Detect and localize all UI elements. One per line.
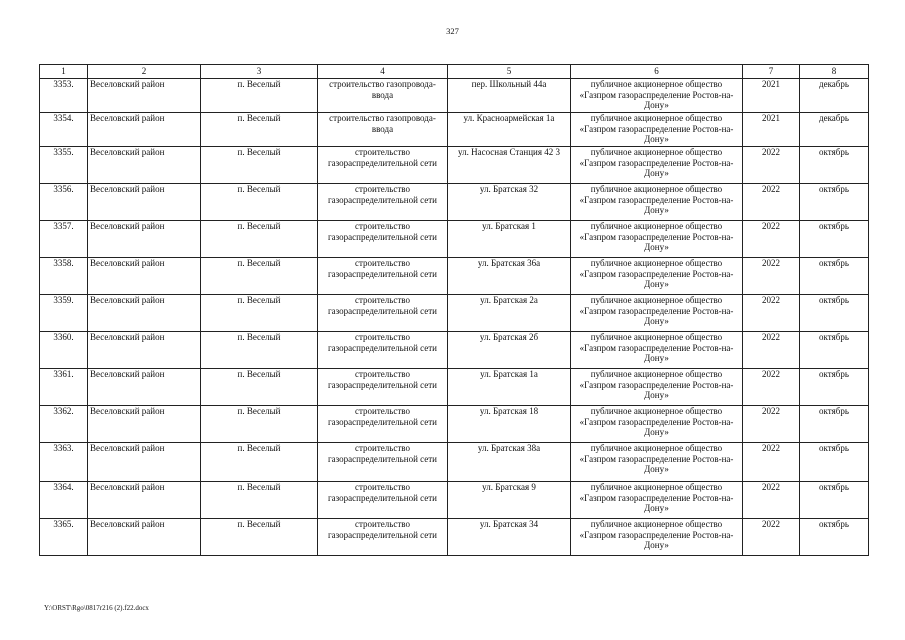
district-cell: Веселовский район	[88, 147, 201, 184]
column-header: 7	[743, 65, 800, 79]
row-number: 3360.	[40, 332, 88, 369]
work-type-cell: строительство газораспределительной сети	[318, 482, 448, 519]
month-cell: октябрь	[800, 443, 869, 482]
column-header: 2	[88, 65, 201, 79]
work-type-cell: строительство газораспределительной сети	[318, 443, 448, 482]
table-row	[40, 295, 869, 332]
work-type-cell: строительство газораспределительной сети	[318, 519, 448, 556]
address-cell: ул. Братская 36а	[448, 258, 571, 295]
month-cell: октябрь	[800, 482, 869, 519]
district-cell: Веселовский район	[88, 482, 201, 519]
month-cell: октябрь	[800, 184, 869, 221]
locality-cell: п. Веселый	[201, 332, 318, 369]
district-cell: Веселовский район	[88, 519, 201, 556]
table-row	[40, 406, 869, 443]
district-cell: Веселовский район	[88, 369, 201, 406]
row-number: 3362.	[40, 406, 88, 443]
address-cell: ул. Братская 2а	[448, 295, 571, 332]
column-header: 3	[201, 65, 318, 79]
table-row	[40, 482, 869, 519]
address-cell: ул. Братская 9	[448, 482, 571, 519]
locality-cell: п. Веселый	[201, 369, 318, 406]
locality-cell: п. Веселый	[201, 406, 318, 443]
organization-cell: публичное акционерное общество «Газпром газораспределение Ростов-на-Дону»	[571, 369, 743, 406]
locality-cell: п. Веселый	[201, 443, 318, 482]
year-cell: 2022	[743, 443, 800, 482]
organization-cell: публичное акционерное общество «Газпром газораспределение Ростов-на-Дону»	[571, 221, 743, 258]
month-cell: октябрь	[800, 332, 869, 369]
organization-cell: публичное акционерное общество «Газпром газораспределение Ростов-на-Дону»	[571, 258, 743, 295]
row-number: 3363.	[40, 443, 88, 482]
district-cell: Веселовский район	[88, 258, 201, 295]
work-type-cell: строительство газораспределительной сети	[318, 258, 448, 295]
address-cell: ул. Насосная Станция 42 3	[448, 147, 571, 184]
footer-file-path: Y:\ORST\Rgo\0817r216 (2).f22.docx	[44, 604, 149, 612]
organization-cell: публичное акционерное общество «Газпром газораспределение Ростов-на-Дону»	[571, 113, 743, 147]
column-header: 5	[448, 65, 571, 79]
organization-cell: публичное акционерное общество «Газпром газораспределение Ростов-на-Дону»	[571, 147, 743, 184]
work-type-cell: строительство газораспределительной сети	[318, 369, 448, 406]
organization-cell: публичное акционерное общество «Газпром газораспределение Ростов-на-Дону»	[571, 406, 743, 443]
locality-cell: п. Веселый	[201, 147, 318, 184]
work-type-cell: строительство газораспределительной сети	[318, 332, 448, 369]
year-cell: 2022	[743, 184, 800, 221]
district-cell: Веселовский район	[88, 332, 201, 369]
address-cell: ул. Братская 18	[448, 406, 571, 443]
work-type-cell: строительство газораспределительной сети	[318, 406, 448, 443]
table-row	[40, 147, 869, 184]
month-cell: октябрь	[800, 295, 869, 332]
district-cell: Веселовский район	[88, 443, 201, 482]
year-cell: 2021	[743, 113, 800, 147]
row-number: 3357.	[40, 221, 88, 258]
gasification-table	[39, 64, 869, 556]
row-number: 3356.	[40, 184, 88, 221]
column-header: 6	[571, 65, 743, 79]
address-cell: ул. Братская 34	[448, 519, 571, 556]
table-row	[40, 369, 869, 406]
address-cell: ул. Красноармейская 1а	[448, 113, 571, 147]
organization-cell: публичное акционерное общество «Газпром газораспределение Ростов-на-Дону»	[571, 443, 743, 482]
organization-cell: публичное акционерное общество «Газпром газораспределение Ростов-на-Дону»	[571, 295, 743, 332]
address-cell: ул. Братская 2б	[448, 332, 571, 369]
address-cell: пер. Школьный 44а	[448, 79, 571, 113]
month-cell: октябрь	[800, 221, 869, 258]
table-row	[40, 258, 869, 295]
row-number: 3354.	[40, 113, 88, 147]
row-number: 3355.	[40, 147, 88, 184]
locality-cell: п. Веселый	[201, 258, 318, 295]
row-number: 3358.	[40, 258, 88, 295]
month-cell: октябрь	[800, 406, 869, 443]
row-number: 3365.	[40, 519, 88, 556]
table-row	[40, 332, 869, 369]
work-type-cell: строительство газопровода-ввода	[318, 113, 448, 147]
year-cell: 2022	[743, 147, 800, 184]
column-header: 8	[800, 65, 869, 79]
district-cell: Веселовский район	[88, 221, 201, 258]
locality-cell: п. Веселый	[201, 79, 318, 113]
district-cell: Веселовский район	[88, 79, 201, 113]
work-type-cell: строительство газораспределительной сети	[318, 295, 448, 332]
locality-cell: п. Веселый	[201, 482, 318, 519]
district-cell: Веселовский район	[88, 295, 201, 332]
locality-cell: п. Веселый	[201, 295, 318, 332]
year-cell: 2022	[743, 519, 800, 556]
month-cell: декабрь	[800, 113, 869, 147]
work-type-cell: строительство газопровода-ввода	[318, 79, 448, 113]
year-cell: 2021	[743, 79, 800, 113]
row-number: 3359.	[40, 295, 88, 332]
table-body	[40, 79, 869, 556]
month-cell: октябрь	[800, 519, 869, 556]
row-number: 3364.	[40, 482, 88, 519]
row-number: 3361.	[40, 369, 88, 406]
column-header: 4	[318, 65, 448, 79]
address-cell: ул. Братская 38а	[448, 443, 571, 482]
month-cell: октябрь	[800, 369, 869, 406]
year-cell: 2022	[743, 295, 800, 332]
month-cell: октябрь	[800, 258, 869, 295]
table-row	[40, 221, 869, 258]
month-cell: октябрь	[800, 147, 869, 184]
year-cell: 2022	[743, 332, 800, 369]
year-cell: 2022	[743, 258, 800, 295]
locality-cell: п. Веселый	[201, 184, 318, 221]
year-cell: 2022	[743, 221, 800, 258]
work-type-cell: строительство газораспределительной сети	[318, 147, 448, 184]
table-row	[40, 519, 869, 556]
work-type-cell: строительство газораспределительной сети	[318, 221, 448, 258]
year-cell: 2022	[743, 482, 800, 519]
organization-cell: публичное акционерное общество «Газпром газораспределение Ростов-на-Дону»	[571, 184, 743, 221]
table-row	[40, 113, 869, 147]
table-row	[40, 184, 869, 221]
organization-cell: публичное акционерное общество «Газпром газораспределение Ростов-на-Дону»	[571, 519, 743, 556]
month-cell: декабрь	[800, 79, 869, 113]
organization-cell: публичное акционерное общество «Газпром газораспределение Ростов-на-Дону»	[571, 332, 743, 369]
column-header: 1	[40, 65, 88, 79]
district-cell: Веселовский район	[88, 113, 201, 147]
organization-cell: публичное акционерное общество «Газпром газораспределение Ростов-на-Дону»	[571, 482, 743, 519]
locality-cell: п. Веселый	[201, 519, 318, 556]
year-cell: 2022	[743, 369, 800, 406]
page-number: 327	[446, 26, 459, 36]
column-number-row	[40, 65, 869, 79]
district-cell: Веселовский район	[88, 184, 201, 221]
address-cell: ул. Братская 1а	[448, 369, 571, 406]
work-type-cell: строительство газораспределительной сети	[318, 184, 448, 221]
address-cell: ул. Братская 32	[448, 184, 571, 221]
table-row	[40, 79, 869, 113]
organization-cell: публичное акционерное общество «Газпром газораспределение Ростов-на-Дону»	[571, 79, 743, 113]
locality-cell: п. Веселый	[201, 113, 318, 147]
table-row	[40, 443, 869, 482]
year-cell: 2022	[743, 406, 800, 443]
row-number: 3353.	[40, 79, 88, 113]
address-cell: ул. Братская 1	[448, 221, 571, 258]
locality-cell: п. Веселый	[201, 221, 318, 258]
district-cell: Веселовский район	[88, 406, 201, 443]
